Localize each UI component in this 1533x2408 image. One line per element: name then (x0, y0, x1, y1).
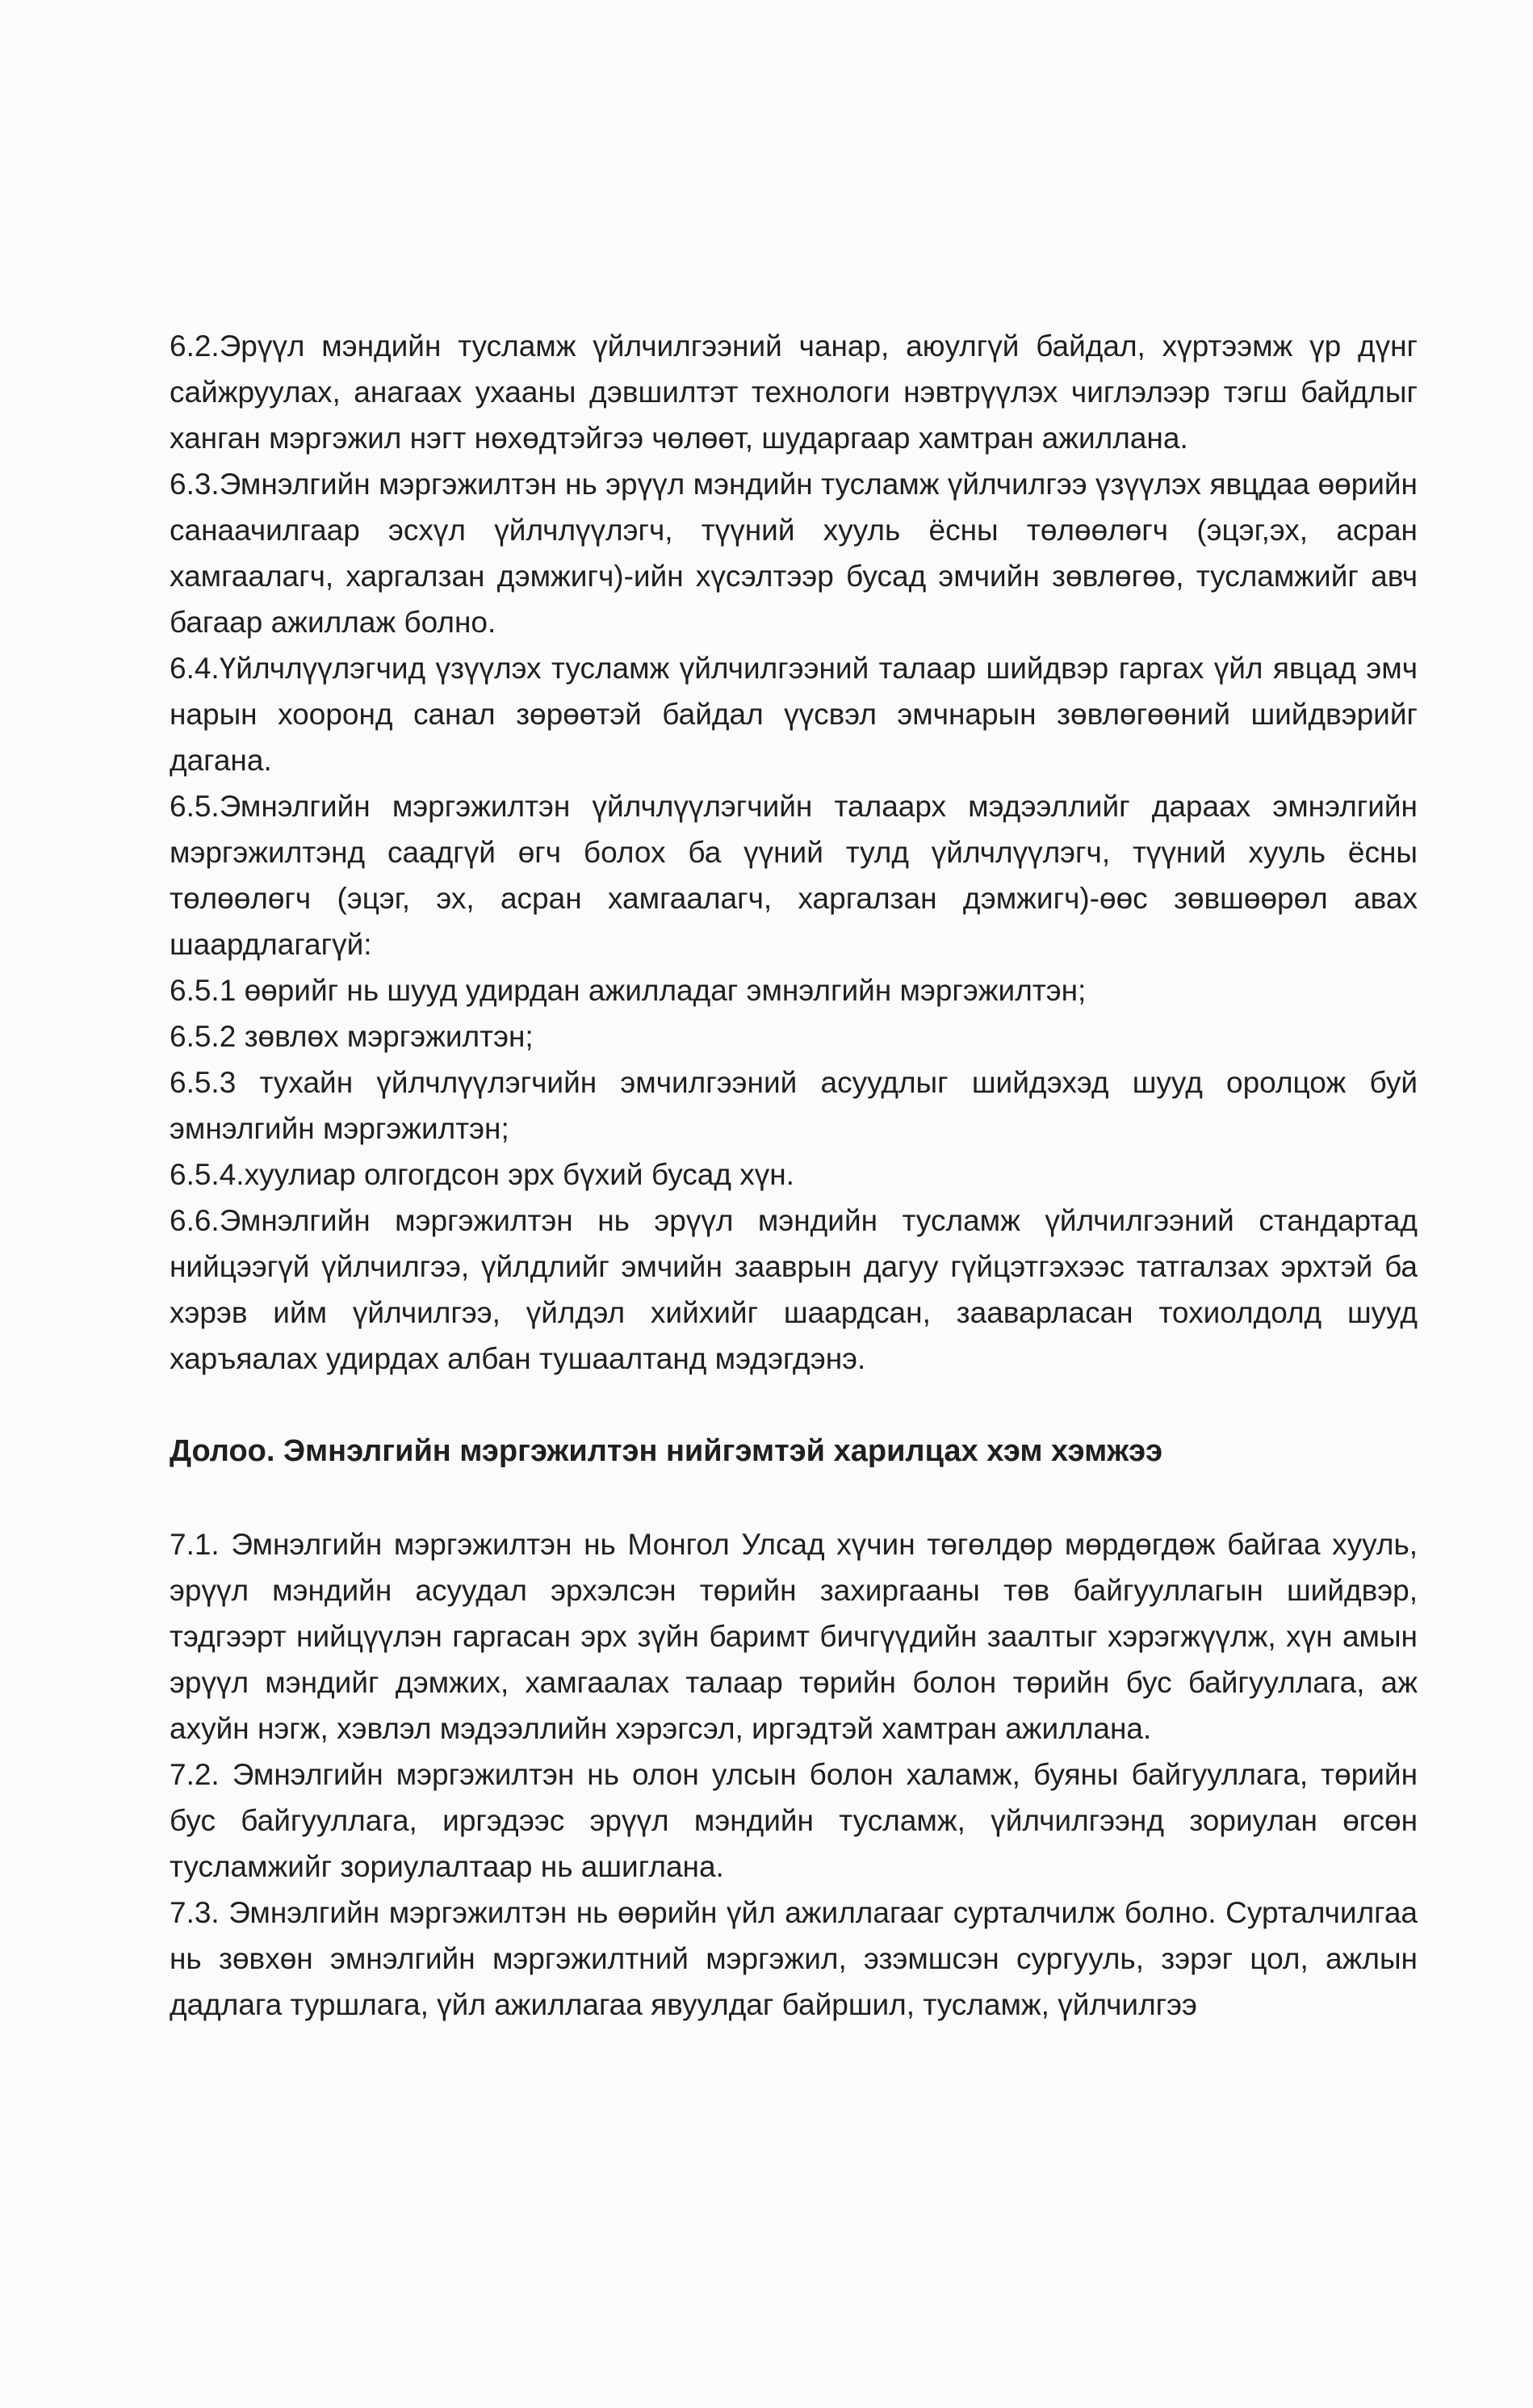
paragraph-7-2: 7.2. Эмнэлгийн мэргэжилтэн нь олон улсын болон халамж, буяны байгууллага, төрийн бус байгууллага, иргэдээс эрүүл мэндийн тусламж, үйлчилгээнд зориулан өгсөн тусламжийг зориулалтаар нь ашиглана. (170, 1758, 1418, 1883)
paragraph-6-3: 6.3.Эмнэлгийн мэргэжилтэн нь эрүүл мэндийн тусламж үйлчилгээ үзүүлэх явцдаа өөрийн санаачилгаар эсхүл үйлчлүүлэгч, түүний хууль ёсны төлөөлөгч (эцэг,эх, асран хамгаалагч, харгалзан дэмжигч)-ийн хүсэлтээр бусад эмчийн зөвлөгөө, тусламжийг авч багаар ажиллаж болно. (170, 468, 1418, 639)
paragraph-6-5: 6.5.Эмнэлгийн мэргэжилтэн үйлчлүүлэгчийн талаарх мэдээллийг дараах эмнэлгийн мэргэжилтэнд саадгүй өгч болох ба үүний тулд үйлчлүүлэгч, түүний хууль ёсны төлөөлөгч (эцэг, эх, асран хамгаалагч, харгалзан дэмжигч)-өөс зөвшөөрөл авах шаардлагагүй: (170, 790, 1418, 961)
section-7-heading: Долоо. Эмнэлгийн мэргэжилтэн нийгэмтэй харилцах хэм хэмжээ (170, 1434, 1163, 1468)
paragraph-6-5-1: 6.5.1 өөрийг нь шууд удирдан ажилладаг эмнэлгийн мэргэжилтэн; (170, 974, 1087, 1007)
paragraph-7-3: 7.3. Эмнэлгийн мэргэжилтэн нь өөрийн үйл ажиллагааг сурталчилж болно. Сурталчилгаа нь зөвхөн эмнэлгийн мэргэжилтний мэргэжил, эзэмшсэн сургууль, зэрэг цол, ажлын дадлага туршлага, үйл ажиллагаа явуулдаг байршил, тусламж, үйлчилгээ (170, 1896, 1418, 2021)
paragraph-6-5-2: 6.5.2 зөвлөх мэргэжилтэн; (170, 1020, 534, 1053)
paragraph-6-4: 6.4.Үйлчлүүлэгчид үзүүлэх тусламж үйлчилгээний талаар шийдвэр гаргах үйл явцад эмч нарын хооронд санал зөрөөтэй байдал үүсвэл эмчнарын зөвлөгөөний шийдвэрийг дагана. (170, 652, 1418, 777)
paragraph-6-2: 6.2.Эрүүл мэндийн тусламж үйлчилгээний чанар, аюулгүй байдал, хүртээмж үр дүнг сайжруулах, анагаах ухааны дэвшилтэт технологи нэвтрүүлэх чиглэлээр тэгш байдлыг ханган мэргэжил нэгт нөхөдтэйгээ чөлөөт, шударгаар хамтран ажиллана. (170, 329, 1418, 455)
document-body (170, 323, 1418, 2028)
paragraph-6-5-4: 6.5.4.хуулиар олгогдсон эрх бүхий бусад хүн. (170, 1158, 794, 1191)
paragraph-6-6: 6.6.Эмнэлгийн мэргэжилтэн нь эрүүл мэндийн тусламж үйлчилгээний стандартад нийцээгүй үйлчилгээ, үйлдлийг эмчийн зааврын дагуу гүйцэтгэхээс татгалзах эрхтэй ба хэрэв ийм үйлчилгээ, үйлдэл хийхийг шаардсан, зааварласан тохиолдолд шууд харъяалах удирдах албан тушаалтанд мэдэгдэнэ. (170, 1204, 1418, 1375)
paragraph-7-1: 7.1. Эмнэлгийн мэргэжилтэн нь Монгол Улсад хүчин төгөлдөр мөрдөгдөж байгаа хууль, эрүүл мэндийн асуудал эрхэлсэн төрийн захиргааны төв байгууллагын шийдвэр, тэдгээрт нийцүүлэн гаргасан эрх зүйн баримт бичгүүдийн заалтыг хэрэгжүүлж, хүн амын эрүүл мэндийг дэмжих, хамгаалах талаар төрийн болон төрийн бус байгууллага, аж ахуйн нэгж, хэвлэл мэдээллийн хэрэгсэл, иргэдтэй хамтран ажиллана. (170, 1528, 1418, 1745)
paragraph-6-5-3: 6.5.3 тухайн үйлчлүүлэгчийн эмчилгээний асуудлыг шийдэхэд шууд оролцож буй эмнэлгийн мэргэжилтэн; (170, 1066, 1418, 1145)
